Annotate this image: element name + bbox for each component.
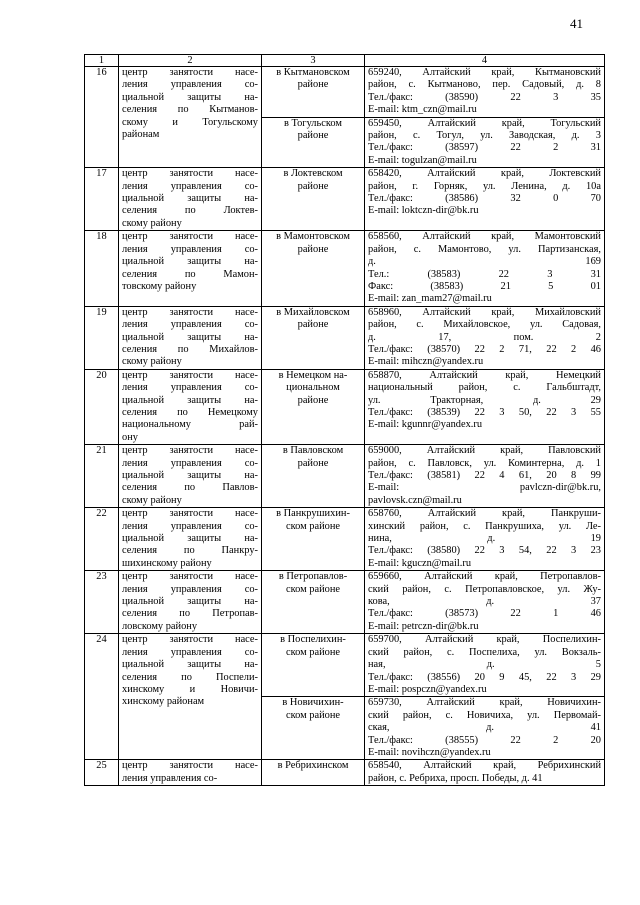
cell-line: Тел./факс: (38555) 22 2 20: [368, 734, 601, 746]
district-cell: [262, 634, 365, 697]
cell-line: районе: [297, 319, 329, 331]
cell-line: 658540, Алтайский край, Ребрихинский: [368, 760, 601, 772]
cell-line: район, с. Павловск, ул. Коминтерна, д. 1: [368, 457, 601, 469]
cell-line: 659000, Алтайский край, Павловский: [368, 445, 601, 457]
cell-line: центр занятости насе-: [122, 508, 258, 520]
cell-line: центр занятости насе-: [122, 571, 258, 583]
table-row: [85, 634, 605, 697]
cell-line: район, г. Горняк, ул. Ленина, д. 10а: [368, 180, 601, 192]
cell-line: ский район, с. Поспелиха, ул. Вокзаль-: [368, 646, 601, 658]
cell-line: 659660, Алтайский край, Петропавлов-: [368, 571, 601, 583]
cell-line: циальной защиты на-: [122, 394, 258, 406]
cell-line: ону: [122, 431, 138, 443]
row-number: 22: [85, 508, 119, 571]
cell-line: ском районе: [285, 520, 341, 532]
cell-line: Факс: (38583) 21 5 01: [368, 280, 601, 292]
table-row: [85, 571, 605, 634]
address-cell: [365, 445, 605, 508]
cell-line: районе: [297, 457, 329, 469]
cell-line: селения по Немецкому: [122, 406, 258, 418]
cell-line: Тел./факс: (38539) 22 3 50, 22 3 55: [368, 406, 601, 418]
cell-line: E-mail: pospczn@yandex.ru: [368, 683, 487, 695]
address-cell: [365, 306, 605, 369]
cell-line: национальный район, с. Гальбштадт,: [368, 382, 601, 394]
cell-line: центр занятости насе-: [122, 168, 258, 180]
address-cell: [365, 369, 605, 444]
row-number: 17: [85, 168, 119, 231]
cell-line: E-mail: petrczn-dir@bk.ru: [368, 620, 479, 632]
row-number: 20: [85, 369, 119, 444]
cell-line: ная, д. 5: [368, 659, 601, 671]
cell-line: 659730, Алтайский край, Новичихин-: [368, 697, 601, 709]
cell-line: селения по Панкру-: [122, 545, 258, 557]
cell-line: район, с. Кытманово, пер. Садовый, д. 8: [368, 79, 601, 91]
address-cell: [365, 697, 605, 760]
cell-line: 659450, Алтайский край, Тогульский: [368, 117, 601, 129]
table-row: [85, 67, 605, 118]
cell-line: д. 17, пом. 2: [368, 331, 601, 343]
header-cell: 3: [262, 55, 365, 67]
table-row: [85, 369, 605, 444]
cell-line: ления управления со-: [122, 79, 258, 91]
organization-cell: [119, 508, 262, 571]
organization-cell: [119, 369, 262, 444]
header-row: [85, 55, 605, 67]
cell-line: центр занятости насе-: [122, 369, 258, 381]
table-row: [85, 231, 605, 306]
cell-line: селения по Локтев-: [122, 205, 258, 217]
cell-line: циальной защиты на-: [122, 193, 258, 205]
cell-line: центр занятости насе-: [122, 231, 258, 243]
cell-line: Тел./факс: (38570) 22 2 71, 22 2 46: [368, 343, 601, 355]
table-row: [85, 508, 605, 571]
address-cell: [365, 760, 605, 786]
cell-line: ления управления со-: [122, 646, 258, 658]
cell-line: E-mail: pavlczn-dir@bk.ru,: [368, 482, 601, 494]
cell-line: 658760, Алтайский край, Панкруши-: [368, 508, 601, 520]
cell-line: скому району: [122, 217, 182, 229]
row-number: 16: [85, 67, 119, 168]
district-cell: [262, 231, 365, 306]
header-cell: 4: [365, 55, 605, 67]
cell-line: ления управления со-: [122, 583, 258, 595]
district-cell: [262, 369, 365, 444]
row-number: 25: [85, 760, 119, 786]
cell-line: центр занятости насе-: [122, 634, 258, 646]
district-cell: [262, 760, 365, 786]
header-cell: 1: [85, 55, 119, 67]
cell-line: селения по Поспели-: [122, 671, 258, 683]
cell-line: селения по Михайлов-: [122, 343, 258, 355]
organization-cell: [119, 445, 262, 508]
cell-line: нина, д. 19: [368, 533, 601, 545]
cell-line: в Новичихин-: [282, 697, 344, 709]
cell-line: E-mail: togulzan@mail.ru: [368, 154, 477, 166]
cell-line: 658870, Алтайский край, Немецкий: [368, 369, 601, 381]
cell-line: в Мамонтовском: [276, 231, 350, 243]
table-row: [85, 168, 605, 231]
cell-line: центр занятости насе-: [122, 445, 258, 457]
cell-line: E-mail: kguczn@mail.ru: [368, 557, 472, 569]
cell-line: товскому району: [122, 280, 197, 292]
cell-line: циальной защиты на-: [122, 91, 258, 103]
organization-cell: [119, 67, 262, 168]
cell-line: скому и Тогульскому: [122, 116, 258, 128]
row-number: 18: [85, 231, 119, 306]
cell-line: 658960, Алтайский край, Михайловский: [368, 306, 601, 318]
cell-line: ская, д. 41: [368, 722, 601, 734]
cell-line: в Локтевском: [283, 168, 343, 180]
organization-cell: [119, 306, 262, 369]
cell-line: Тел./факс: (38597) 22 2 31: [368, 142, 601, 154]
cell-line: д. 169: [368, 256, 601, 268]
organization-cell: [119, 634, 262, 760]
table-row: [85, 445, 605, 508]
address-cell: [365, 508, 605, 571]
cell-line: в Тогульском: [284, 117, 342, 129]
row-number: 23: [85, 571, 119, 634]
cell-line: Тел.: (38583) 22 3 31: [368, 268, 601, 280]
cell-line: E-mail: ktm_czn@mail.ru: [368, 104, 477, 116]
address-cell: [365, 117, 605, 168]
cell-line: ловскому району: [122, 620, 198, 632]
cell-line: циальной защиты на-: [122, 659, 258, 671]
cell-line: 659700, Алтайский край, Поспелихин-: [368, 634, 601, 646]
cell-line: район, с. Мамонтово, ул. Партизанская,: [368, 243, 601, 255]
cell-line: в Кытмановском: [276, 67, 350, 78]
district-cell: [262, 508, 365, 571]
cell-line: в Панкрушихин-: [276, 508, 350, 520]
cell-line: ский район, с. Новичиха, ул. Первомай-: [368, 709, 601, 721]
cell-line: скому району: [122, 356, 182, 368]
cell-line: скому району: [122, 494, 182, 506]
cell-line: кова, д. 37: [368, 596, 601, 608]
page-number: 41: [570, 16, 583, 31]
row-number: 21: [85, 445, 119, 508]
row-number: 24: [85, 634, 119, 760]
address-cell: [365, 168, 605, 231]
cell-line: центр занятости насе-: [122, 67, 258, 78]
address-cell: [365, 231, 605, 306]
table-row: [85, 306, 605, 369]
address-cell: [365, 634, 605, 697]
cell-line: районе: [297, 79, 329, 91]
cell-line: циональном: [286, 382, 340, 394]
district-cell: [262, 571, 365, 634]
address-cell: [365, 571, 605, 634]
organization-cell: [119, 571, 262, 634]
cell-line: ления управления со-: [122, 457, 258, 469]
cell-line: ления управления со-: [122, 180, 258, 192]
cell-line: центр занятости насе-: [122, 760, 258, 772]
cell-line: E-mail: mihczn@yandex.ru: [368, 356, 484, 368]
row-number: 19: [85, 306, 119, 369]
cell-line: Тел./факс: (38580) 22 3 54, 22 3 23: [368, 545, 601, 557]
cell-line: ления управления со-: [122, 382, 258, 394]
cell-line: в Петропавлов-: [278, 571, 348, 583]
cell-line: в Михайловском: [276, 306, 350, 318]
cell-line: ский район, с. Петропавловское, ул. Жу-: [368, 583, 601, 595]
cell-line: в Немецком на-: [278, 369, 348, 381]
cell-line: E-mail: zan_mam27@mail.ru: [368, 293, 492, 305]
table-row: [85, 760, 605, 786]
district-cell: [262, 67, 365, 118]
cell-line: Тел./факс: (38586) 32 0 70: [368, 193, 601, 205]
cell-line: циальной защиты на-: [122, 470, 258, 481]
organization-cell: [119, 760, 262, 786]
organization-cell: [119, 231, 262, 306]
cell-line: в Поспелихин-: [280, 634, 346, 646]
district-cell: [262, 168, 365, 231]
cell-line: селения по Павлов-: [122, 482, 258, 494]
cell-line: 658420, Алтайский край, Локтевский: [368, 168, 601, 180]
cell-line: в Ребрихинском: [277, 760, 349, 772]
cell-line: районе: [297, 243, 329, 255]
cell-line: E-mail: novihczn@yandex.ru: [368, 746, 491, 758]
cell-line: Тел./факс: (38573) 22 1 46: [368, 608, 601, 620]
cell-line: Тел./факс: (38581) 22 4 61, 20 8 99: [368, 470, 601, 481]
cell-line: центр занятости насе-: [122, 306, 258, 318]
header-cell: 2: [119, 55, 262, 67]
cell-line: ском районе: [285, 646, 341, 658]
cell-line: селения по Мамон-: [122, 268, 258, 280]
cell-line: районам: [122, 129, 160, 141]
cell-line: хинскому и Новичи-: [122, 683, 258, 695]
cell-line: хинский район, с. Панкрушиха, ул. Ле-: [368, 520, 601, 532]
cell-line: ском районе: [285, 583, 341, 595]
cell-line: район, с. Михайловское, ул. Садовая,: [368, 319, 601, 331]
employment-centers-table: [84, 54, 605, 786]
cell-line: районе: [297, 180, 329, 192]
cell-line: районе: [297, 130, 329, 142]
cell-line: ления управления со-: [122, 520, 258, 532]
cell-line: в Павловском: [282, 445, 344, 457]
cell-line: pavlovsk.czn@mail.ru: [368, 494, 462, 506]
organization-cell: [119, 168, 262, 231]
cell-line: E-mail: kgunnr@yandex.ru: [368, 419, 483, 431]
cell-line: ском районе: [285, 709, 341, 721]
district-cell: [262, 117, 365, 168]
district-cell: [262, 445, 365, 508]
cell-line: селения по Петропав-: [122, 608, 258, 620]
cell-line: ления управления со-: [122, 319, 258, 331]
cell-line: ления управления со-: [122, 772, 218, 784]
cell-line: шихинскому району: [122, 557, 212, 569]
cell-line: циальной защиты на-: [122, 533, 258, 545]
district-cell: [262, 697, 365, 760]
cell-line: районе: [297, 394, 329, 406]
cell-line: ления управления со-: [122, 243, 258, 255]
cell-line: 659240, Алтайский край, Кытмановский: [368, 67, 601, 78]
cell-line: E-mail: loktczn-dir@bk.ru: [368, 205, 479, 217]
cell-line: 658560, Алтайский край, Мамонтовский: [368, 231, 601, 243]
cell-line: Тел./факс: (38556) 20 9 45, 22 3 29: [368, 671, 601, 683]
cell-line: селения по Кытманов-: [122, 104, 258, 116]
cell-line: район, с. Ребриха, просп. Победы, д. 41: [368, 772, 543, 784]
cell-line: циальной защиты на-: [122, 331, 258, 343]
district-cell: [262, 306, 365, 369]
cell-line: национальному рай-: [122, 419, 258, 431]
cell-line: циальной защиты на-: [122, 256, 258, 268]
address-cell: [365, 67, 605, 118]
cell-line: циальной защиты на-: [122, 596, 258, 608]
cell-line: хинскому районам: [122, 696, 205, 708]
cell-line: район, с. Тогул, ул. Заводская, д. 3: [368, 130, 601, 142]
cell-line: Тел./факс: (38590) 22 3 35: [368, 91, 601, 103]
cell-line: ул. Тракторная, д. 29: [368, 394, 601, 406]
